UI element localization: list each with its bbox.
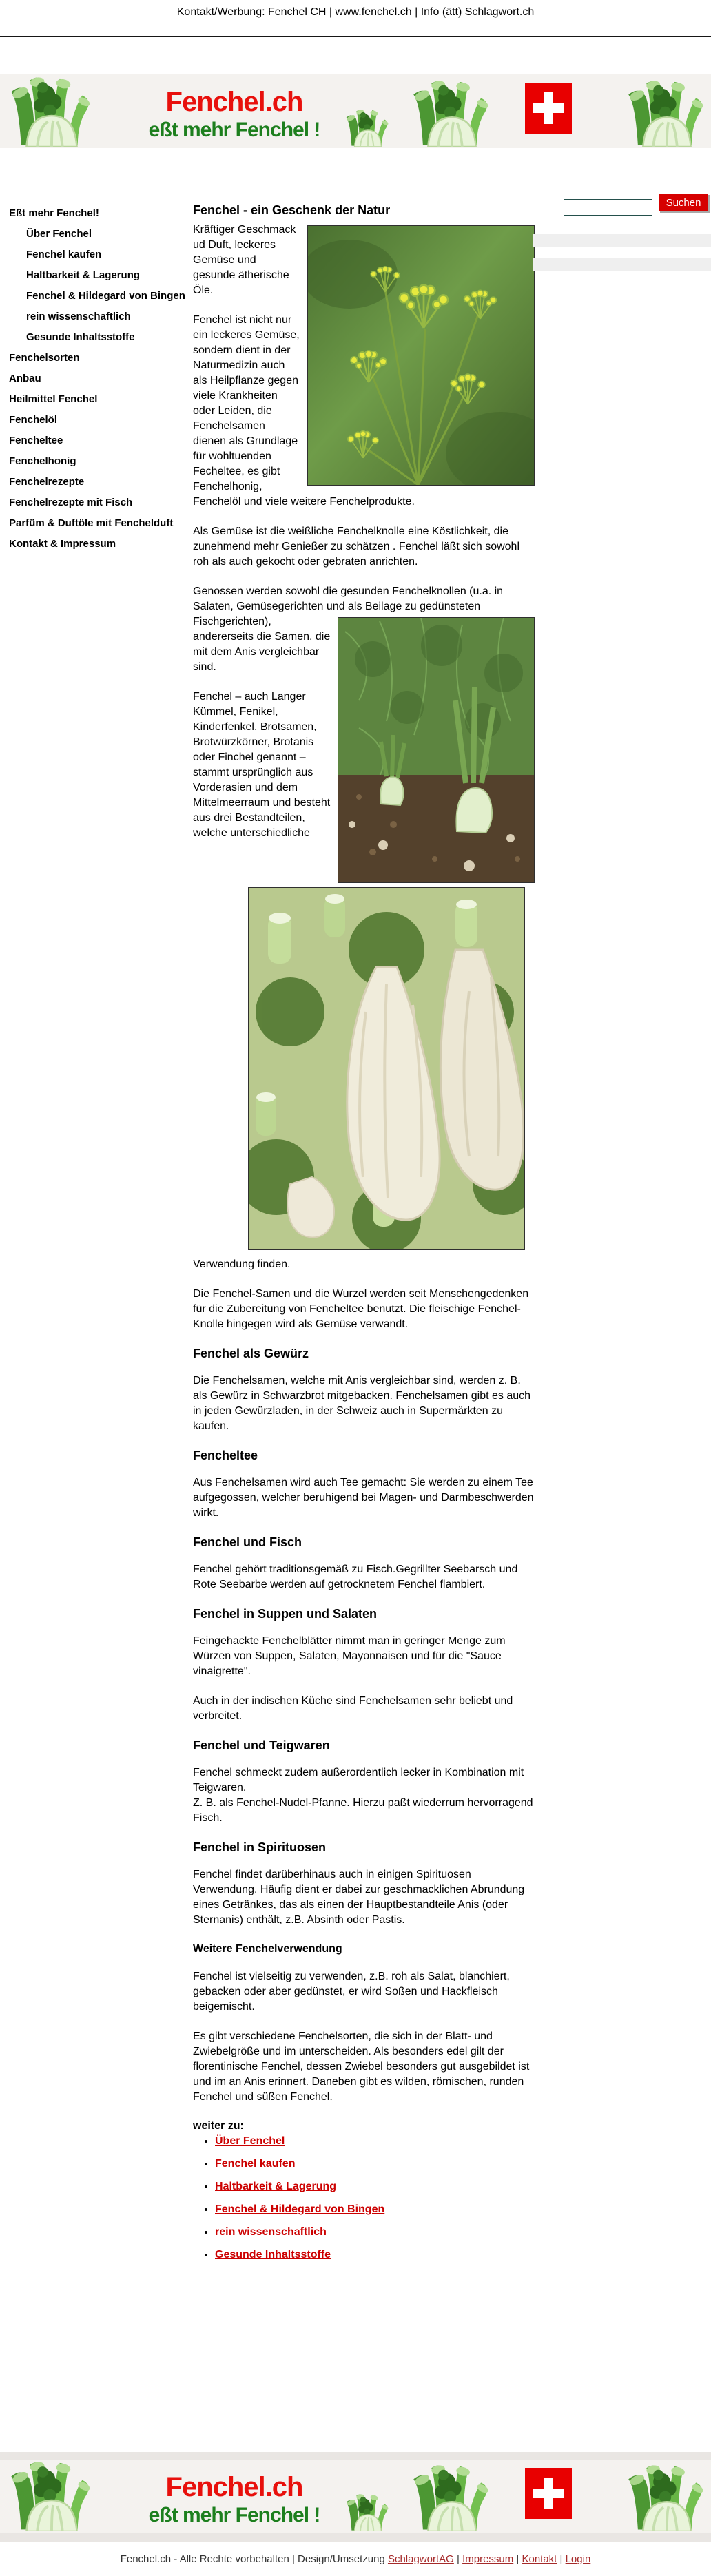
intro-paragraph-4b-text: gedünsteten Fischgerichten), andererseits die Samen, die mit dem Anis vergleichbar sind. bbox=[193, 601, 481, 673]
section-heading-weitere: Weitere Fenchelverwendung bbox=[193, 1943, 342, 1955]
link-hildegard-von-bingen[interactable]: Fenchel & Hildegard von Bingen bbox=[215, 2203, 385, 2215]
paragraph-fencheltee: Aus Fenchelsamen wird auch Tee gemacht: Sie werden zu einem Tee aufgegossen, welcher beruhigend bei Magen- und Darmbeschwerden wirkt. bbox=[193, 1477, 534, 1519]
section-heading-spirituosen: Fenchel in Spirituosen bbox=[193, 1840, 327, 1854]
intro-paragraph-1 bbox=[193, 222, 535, 298]
list-item bbox=[215, 2203, 535, 2216]
paragraph-fisch: Fenchel gehört traditionsgemäß zu Fisch.Gegrillter Seebarsch und Rote Seebarbe werden auf getrocknetem Fenchel flambiert. bbox=[193, 1564, 518, 1590]
site-logo-title: Fenchel.ch bbox=[165, 87, 303, 117]
paragraph-teigwaren-line1: Fenchel schmeckt zudem außerordentlich lecker in Kombination mit Teigwaren. bbox=[193, 1767, 524, 1794]
page-title: Fenchel - ein Geschenk der Natur bbox=[193, 203, 391, 217]
sidebar-item-fenchelhonig[interactable]: Fenchelhonig bbox=[9, 455, 76, 467]
sidebar-item-kontakt-impressum[interactable]: Kontakt & Impressum bbox=[9, 538, 116, 550]
intro-paragraph-1-text: Kräftiger Geschmack ud Duft, leckeres Gemüse und gesunde ätherische Öle. bbox=[193, 224, 296, 296]
fennel-bunch-image bbox=[3, 2449, 101, 2531]
photo-fennel-bulbs bbox=[248, 887, 525, 1250]
paragraph-weitere-1: Fenchel ist vielseitig zu verwenden, z.B. roh als Salat, blanchiert, gebacken oder aber gedünstet, er wird Soßen und Hackfleisch beigemischt. bbox=[193, 1971, 510, 2013]
intro-paragraph-2: Fenchel ist nicht nur ein leckeres Gemüse, sondern dient in der Naturmedizin auch als Heilpflanze gegen viele Krankheiten oder Leiden, die Fenchelsamen dienen als Grundlage für wohltuenden Fecheltee, es gibt Fenchelhonig, Fenchelöl und viele weitere Fenchelprodukte. bbox=[193, 314, 415, 508]
intro-paragraph-5-end: Verwendung finden. bbox=[193, 1258, 291, 1270]
paragraph-weitere-2: Es gibt verschiedene Fenchelsorten, die sich in der Blatt- und Zwiebelgröße und im unterscheiden. Als besonders edel gilt der florentinische Fenchel, dessen Zwiebel besonders gut ausgebildet ist und im an Anis erinnert. Daneben gibt es wilden, römischen, runden Fenchel und süßen Fenchel. bbox=[193, 2030, 530, 2103]
layout bbox=[0, 148, 711, 2262]
footer-separator: | bbox=[557, 2553, 566, 2565]
header-banner bbox=[0, 74, 711, 148]
section-heading-teigwaren: Fenchel und Teigwaren bbox=[193, 1738, 330, 1752]
footer-divider-bottom bbox=[0, 2533, 711, 2542]
sidebar-item-fenchelrezepte-mit-fisch[interactable]: Fenchelrezepte mit Fisch bbox=[9, 497, 133, 508]
sidebar-item-hildegard-von-bingen[interactable]: Fenchel & Hildegard von Bingen bbox=[26, 290, 185, 302]
sidebar-item-rein-wissenschaftlich[interactable]: rein wissenschaftlich bbox=[26, 311, 131, 322]
footer-separator: | bbox=[513, 2553, 522, 2565]
section-heading-fencheltee: Fencheltee bbox=[193, 1448, 258, 1462]
fennel-bunch-image bbox=[406, 68, 497, 147]
footer-divider-top bbox=[0, 2452, 711, 2460]
weiter-zu-list bbox=[193, 2134, 535, 2262]
site-logo bbox=[134, 88, 334, 141]
swiss-flag-icon bbox=[525, 2468, 572, 2519]
fennel-bunch-image bbox=[618, 2453, 711, 2531]
footer bbox=[0, 2452, 711, 2565]
photo-fennel-flower bbox=[307, 225, 535, 486]
paragraph-teigwaren-line2: Z. B. als Fenchel-Nudel-Pfanne. Hierzu paßt wiederrum hervorragend Fisch. bbox=[193, 1797, 533, 1824]
sidebar-item-haltbarkeit-lagerung[interactable]: Haltbarkeit & Lagerung bbox=[26, 269, 141, 281]
search-input[interactable] bbox=[564, 199, 652, 216]
sidebar-item-parfuem-duftoele[interactable]: Parfüm & Duftöle mit Fenchelduft bbox=[9, 517, 174, 529]
paragraph-suppen-1: Feingehackte Fenchelblätter nimmt man in geringer Menge zum Würzen von Suppen, Salaten, Mayonnaisen und für die "Sauce vinaigrette". bbox=[193, 1635, 506, 1677]
sidebar-item-fenchelsorten[interactable]: Fenchelsorten bbox=[9, 352, 80, 364]
sidebar-item-heilmittel-fenchel[interactable]: Heilmittel Fenchel bbox=[9, 393, 98, 405]
sidebar-item-fenchelrezepte[interactable]: Fenchelrezepte bbox=[9, 476, 85, 488]
footer-site-logo-title: Fenchel.ch bbox=[165, 2472, 303, 2502]
list-item bbox=[215, 2134, 535, 2148]
section-heading-suppen: Fenchel in Suppen und Salaten bbox=[193, 1607, 378, 1621]
ad-placeholder-bar bbox=[533, 258, 711, 271]
intro-paragraph-3: Als Gemüse ist die weißliche Fenchelknolle eine Köstlichkeit, die zunehmend mehr Genießer zu schätzen . Fenchel läßt sich sowohl roh als auch gekocht oder gebraten anrichten. bbox=[193, 526, 520, 568]
footer-link-kontakt[interactable]: Kontakt bbox=[522, 2553, 557, 2565]
sidebar-nav bbox=[9, 203, 185, 557]
footer-link-impressum[interactable]: Impressum bbox=[462, 2553, 514, 2565]
sidebar-item-esst-mehr-fenchel[interactable]: Eßt mehr Fenchel! bbox=[9, 207, 99, 219]
topbar bbox=[0, 0, 711, 37]
intro-paragraph-6: Die Fenchel-Samen und die Wurzel werden seit Menschengedenken für die Zubereitung von Fencheltee benutzt. Die fleischige Fenchel-Knolle hingegen wird als Gemüse verwandt. bbox=[193, 1288, 529, 1330]
fennel-bunch-image bbox=[406, 2453, 497, 2531]
paragraph-gewuerz: Die Fenchelsamen, welche mit Anis vergleichbar sind, werden z. B. als Gewürz in Schwarzbrot mitgebacken. Fenchelsamen gibt es auch in jeden Gewürzladen, in der Schweiz auch in Supermärkten zu kaufen. bbox=[193, 1375, 531, 1432]
fennel-bunch-image bbox=[342, 2487, 393, 2531]
sidebar-item-anbau[interactable]: Anbau bbox=[9, 373, 41, 384]
footer-text bbox=[0, 2553, 711, 2565]
swiss-flag-icon bbox=[525, 83, 572, 134]
search-button[interactable]: Suchen bbox=[659, 194, 708, 211]
site-slogan: eßt mehr Fenchel ! bbox=[148, 118, 320, 141]
sidebar-item-fenchel-kaufen[interactable]: Fenchel kaufen bbox=[26, 249, 102, 260]
fennel-bunch-image bbox=[342, 103, 393, 147]
footer-banner bbox=[0, 2460, 711, 2533]
footer-site-logo bbox=[134, 2473, 334, 2526]
paragraph-suppen-2: Auch in der indischen Küche sind Fenchelsamen sehr beliebt und verbreitet. bbox=[193, 1695, 513, 1722]
section-heading-gewuerz: Fenchel als Gewürz bbox=[193, 1347, 309, 1360]
list-item bbox=[215, 2248, 535, 2262]
list-item bbox=[215, 2180, 535, 2194]
footer-site-slogan: eßt mehr Fenchel ! bbox=[148, 2504, 320, 2526]
link-fenchel-kaufen[interactable]: Fenchel kaufen bbox=[215, 2158, 296, 2170]
list-item bbox=[215, 2157, 535, 2171]
paragraph-spirituosen: Fenchel findet darüberhinaus auch in einigen Spirituosen Verwendung. Häufig dient er dabei zur geschmacklichen Abrundung eines Getränkes, das als einen der Hauptbestandteile Anis (oder Sternanis) enthält, z.B. Absinth oder Pastis. bbox=[193, 1869, 525, 1926]
sidebar-item-fencheloel[interactable]: Fenchelöl bbox=[9, 414, 58, 426]
weiter-zu-heading: weiter zu: bbox=[193, 2120, 244, 2132]
link-ueber-fenchel[interactable]: Über Fenchel bbox=[215, 2135, 285, 2147]
sidebar-item-ueber-fenchel[interactable]: Über Fenchel bbox=[26, 228, 92, 240]
main-content bbox=[193, 148, 535, 2262]
list-item bbox=[215, 2225, 535, 2239]
fennel-bunch-image bbox=[3, 64, 101, 147]
section-heading-fisch: Fenchel und Fisch bbox=[193, 1535, 302, 1549]
ad-placeholder-bar bbox=[533, 234, 711, 247]
footer-link-schlagwortag[interactable]: SchlagwortAG bbox=[387, 2553, 454, 2565]
link-gesunde-inhaltsstoffe[interactable]: Gesunde Inhaltsstoffe bbox=[215, 2249, 331, 2261]
fennel-bunch-image bbox=[618, 68, 711, 147]
intro-paragraph-4 bbox=[193, 584, 535, 675]
footer-link-login[interactable]: Login bbox=[565, 2553, 591, 2565]
footer-copyright: Fenchel.ch - Alle Rechte vorbehalten | Design/Umsetzung bbox=[120, 2553, 388, 2565]
link-haltbarkeit-lagerung[interactable]: Haltbarkeit & Lagerung bbox=[215, 2181, 337, 2192]
topbar-text: Kontakt/Werbung: Fenchel CH | www.fenchel.ch | Info (ätt) Schlagwort.ch bbox=[176, 6, 535, 18]
link-rein-wissenschaftlich[interactable]: rein wissenschaftlich bbox=[215, 2226, 327, 2238]
intro-paragraph-4a-text: Genossen werden sowohl die gesunden Fenchelknollen (u.a. in Salaten, Gemüsegerichten und als Beilage zu bbox=[193, 585, 504, 612]
intro-paragraph-5: Fenchel – auch Langer Kümmel, Fenikel, Kinderfenkel, Brotsamen, Brotwürzkörner, Brotanis oder Finchel genannt – stammt ursprünglich aus Vorderasien und dem Mittelmeerraum und besteht aus drei Bestandteilen, welche unterschiedliche bbox=[193, 691, 331, 839]
footer-separator: | bbox=[453, 2553, 463, 2565]
sidebar-item-fencheltee[interactable]: Fencheltee bbox=[9, 435, 63, 446]
sidebar-item-gesunde-inhaltsstoffe[interactable]: Gesunde Inhaltsstoffe bbox=[26, 331, 135, 343]
paragraph-teigwaren bbox=[193, 1765, 535, 1826]
photo-fennel-plants bbox=[338, 617, 535, 883]
